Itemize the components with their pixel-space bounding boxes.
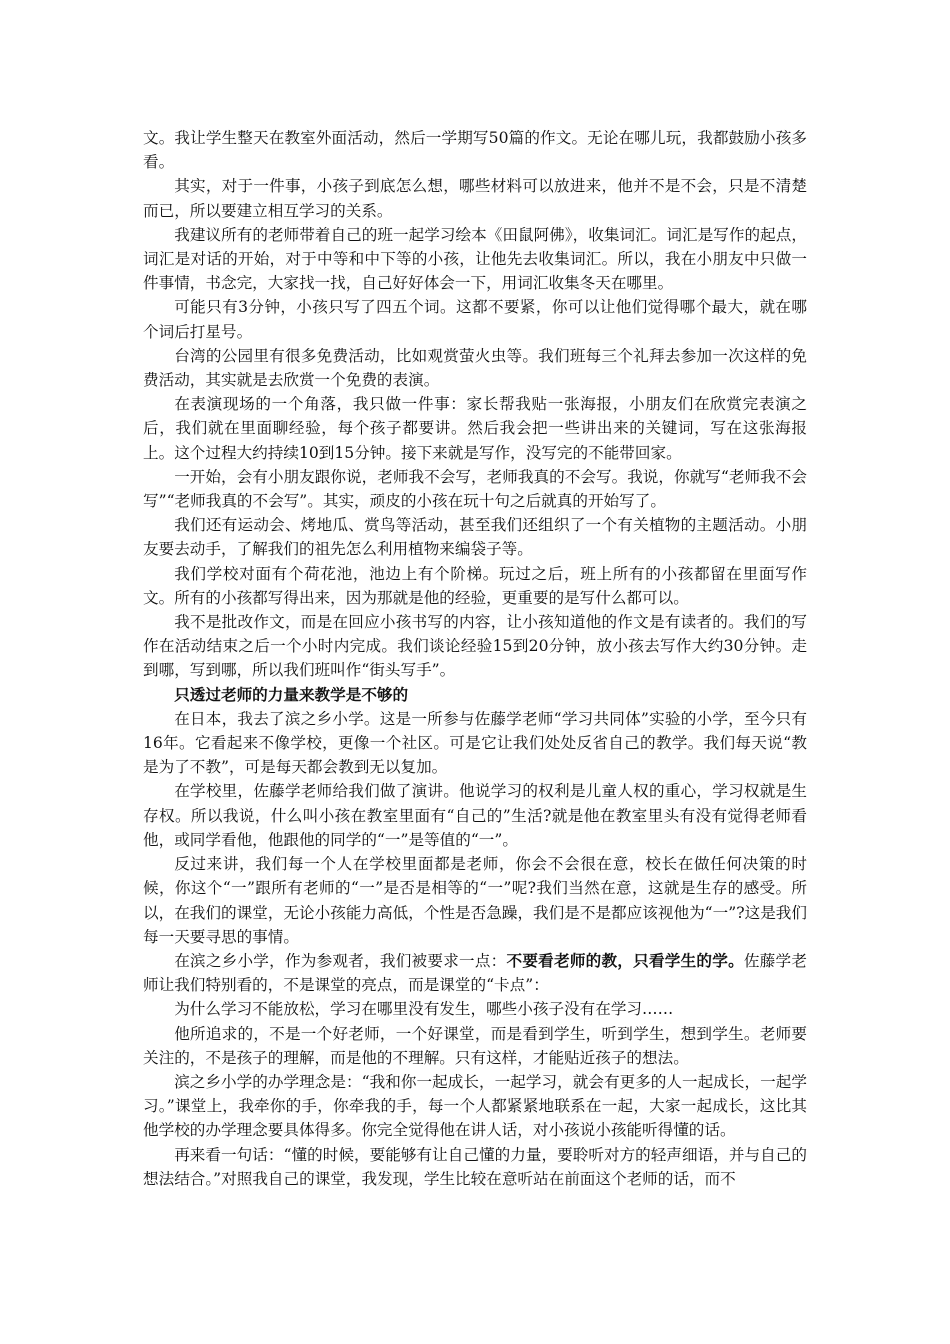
paragraph: 我不是批改作文，而是在回应小孩书写的内容，让小孩知道他的作文是有读者的。我们的写作在活动结束之后一个小时内完成。我们谈论经验15到20分钟，放小孩去写作大约30分钟。走到哪，写到哪，所以我们班叫作“街头写手”。 [143, 613, 807, 680]
document-page [143, 126, 807, 1191]
paragraph: 可能只有3分钟，小孩只写了四五个词。这都不要紧，你可以让他们觉得哪个最大，就在哪个词后打星号。 [143, 298, 807, 341]
paragraph: 我建议所有的老师带着自己的班一起学习绘本《田鼠阿佛》，收集词汇。词汇是写作的起点，词汇是对话的开始，对于中等和中下等的小孩，让他先去收集词汇。所以，我在小朋友中只做一件事情，书念完，大家找一找，自己好好体会一下，用词汇收集冬天在哪里。 [143, 225, 807, 293]
paragraph-text: 在滨之乡小学，作为参观者，我们被要求一点： [174, 951, 507, 970]
paragraph-text: 佐藤学老师让我们特别看的，不是课堂的亮点，而是课堂的“卡点”： [143, 951, 807, 995]
paragraph: 再来看一句话：“懂的时候，要能够有让自己懂的力量，要聆听对方的轻声细语，并与自己的想法结合。”对照我自己的课堂，我发现，学生比较在意听站在前面这个老师的话，而不 [143, 1145, 807, 1188]
paragraph: 他所追求的，不是一个好老师，一个好课堂，而是看到学生，听到学生，想到学生。老师要关注的，不是孩子的理解，而是他的不理解。只有这样，才能贴近孩子的想法。 [143, 1024, 807, 1067]
paragraph: 在表演现场的一个角落，我只做一件事：家长帮我贴一张海报，小朋友们在欣赏完表演之后，我们就在里面聊经验，每个孩子都要讲。然后我会把一些讲出来的关键词，写在这张海报上。这个过程大约持续10到15分钟。接下来就是写作，没写完的不能带回家。 [143, 395, 807, 462]
paragraph-continued: 文。我让学生整天在教室外面活动，然后一学期写50篇的作文。无论在哪儿玩，我都鼓励小孩多看。 [143, 129, 807, 172]
paragraph: 一开始，会有小朋友跟你说，老师我不会写，老师我真的不会写。我说，你就写“老师我不会写”“老师我真的不会写”。其实，顽皮的小孩在玩十句之后就真的开始写了。 [143, 467, 807, 511]
section-heading: 只透过老师的力量来教学是不够的 [174, 684, 409, 704]
paragraph: 台湾的公园里有很多免费活动，比如观赏萤火虫等。我们班每三个礼拜去参加一次这样的免费活动，其实就是去欣赏一个免费的表演。 [143, 346, 807, 390]
paragraph: 我们学校对面有个荷花池，池边上有个阶梯。玩过之后，班上所有的小孩都留在里面写作文。所有的小孩都写得出来，因为那就是他的经验，更重要的是写什么都可以。 [143, 564, 807, 607]
paragraph-with-emphasis [143, 949, 807, 997]
paragraph: 我们还有运动会、烤地瓜、赏鸟等活动，甚至我们还组织了一个有关植物的主题活动。小朋友要去动手，了解我们的祖先怎么利用植物来编袋子等。 [143, 516, 807, 559]
paragraph: 在学校里，佐藤学老师给我们做了演讲。他说学习的权利是儿童人权的重心，学习权就是生存权。所以我说，什么叫小孩在教室里面有“自己的”生活?就是他在教室里头有没有觉得老师看他，或同学看他，他跟他的同学的“一”是等值的“一”。 [143, 782, 807, 849]
paragraph: 在日本，我去了滨之乡小学。这是一所参与佐藤学老师“学习共同体”实验的小学，至今只有16年。它看起来不像学校，更像一个社区。可是它让我们处处反省自己的教学。我们每天说“教是为了不教”，可是每天都会教到无以复加。 [143, 709, 807, 777]
paragraph: 反过来讲，我们每一个人在学校里面都是老师，你会不会很在意，校长在做任何决策的时候，你这个“一”跟所有老师的“一”是否是相等的“一”呢?我们当然在意，这就是生存的感受。所以，在我们的课堂，无论小孩能力高低，个性是否急躁，我们是不是都应该视他为“一”?这是我们每一天要寻思的事情。 [143, 855, 807, 946]
paragraph: 滨之乡小学的办学理念是：“我和你一起成长，一起学习，就会有更多的人一起成长，一起学习。”课堂上，我牵你的手，你牵我的手，每一个人都紧紧地联系在一起，大家一起成长，这比其他学校的办学理念要具体得多。你完全觉得他在讲人话，对小孩说小孩能听得懂的话。 [143, 1072, 807, 1140]
paragraph: 为什么学习不能放松，学习在哪里没有发生，哪些小孩子没有在学习…… [174, 1000, 674, 1019]
emphasis-text: 不要看老师的教，只看学生的学。 [506, 950, 744, 970]
paragraph: 其实，对于一件事，小孩子到底怎么想，哪些材料可以放进来，他并不是不会，只是不清楚而已，所以要建立相互学习的关系。 [143, 177, 807, 220]
